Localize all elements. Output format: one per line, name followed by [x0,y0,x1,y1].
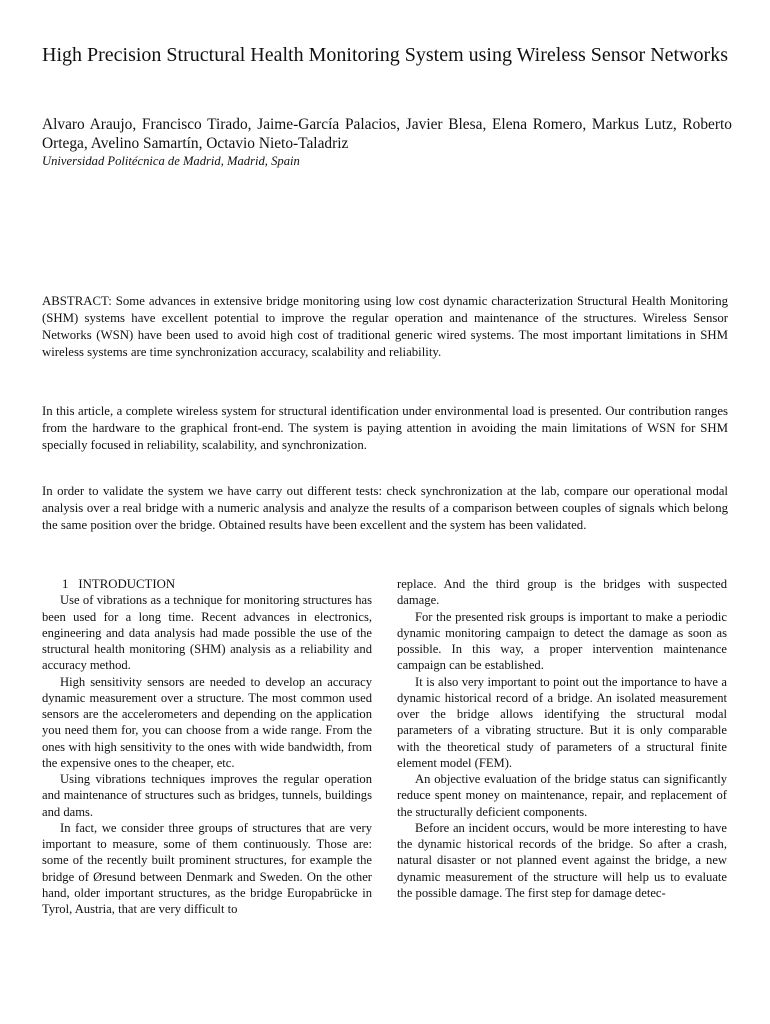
body-paragraph: Before an incident occurs, would be more interesting to have the dynamic historical records of the bridge. So after a crash, natural disaster or not planned event against the bridge, a new dynamic measurement of the structure will help us to evaluate the possible damage. The first step for damage detec- [397,820,727,900]
abstract-paragraph: In this article, a complete wireless system for structural identification under environmental load is presented. Our contribution ranges from the hardware to the graphical front-end. The system is paying attention in avoiding the main limitations of WSN for SHM specially focused in reliability, scalability, and synchronization. [42,404,728,452]
body-paragraph: Using vibrations techniques improves the regular operation and maintenance of structures such as bridges, tunnels, buildings and dams. [42,772,372,819]
body-paragraph: For the presented risk groups is important to make a periodic dynamic monitoring campaign to detect the damage as soon as possible. In this way, a proper intervention maintenance campaign can be established. [397,609,727,673]
body-column-right [397,576,727,901]
body-paragraph: In fact, we consider three groups of structures that are very important to measure, some of them continuously. Those are: some of the recently built prominent structures, for example the bridge of Øresund between Denmark and Sweden. On the other hand, older important structures, as the bridge Europabrücke in Tyrol, Austria, that are very difficult to [42,820,372,916]
body-paragraph: It is also very important to point out the importance to have a dynamic historical record of a bridge. An isolated measurement over the bridge allows identifying the structural modal parameters of a vibrating structure. But it is only comparable with the theoretical study of parameters of a structural finite element model (FEM). [397,674,727,770]
body-paragraph: Use of vibrations as a technique for monitoring structures has been used for a long time. Recent advances in electronics, engineering and data analysis had made possible the use of the structural health monitoring (SHM) analysis as a reliability and accuracy method. [42,593,372,673]
body-paragraph: An objective evaluation of the bridge status can significantly reduce spent money on maintenance, repair, and replacement of the structurally deficient components. [397,772,727,819]
author-list: Alvaro Araujo, Francisco Tirado, Jaime-García Palacios, Javier Blesa, Elena Romero, Markus Lutz, Roberto Ortega, Avelino Samartín, Octavio Nieto-Taladriz [42,116,732,152]
section-title: INTRODUCTION [78,577,176,591]
abstract-paragraph: In order to validate the system we have carry out different tests: check synchronization at the lab, compare our operational modal analysis over a real bridge with a numeric analysis and analyze the results of a comparison between couples of signals which belong the same position over the bridge. Obtained results have been excellent and the system has been validated. [42,484,728,532]
section-number: 1 [62,577,69,591]
affiliation: Universidad Politécnica de Madrid, Madrid, Spain [42,154,300,168]
body-paragraph-continued: replace. And the third group is the bridges with suspected damage. [397,577,727,608]
body-column-left [42,576,372,917]
paper-title: High Precision Structural Health Monitoring System using Wireless Sensor Networks [42,44,728,66]
section-heading [42,576,372,592]
body-paragraph: High sensitivity sensors are needed to develop an accuracy dynamic measurement over a structure. The most common used sensors are the accelerometers and depending on the application you need them for, you can choose from a wide range. From the ones with high sensitivity to the ones with wide bandwidth, from the expensive ones to the cheaper, etc. [42,674,372,770]
abstract-paragraph: ABSTRACT: Some advances in extensive bridge monitoring using low cost dynamic characterization Structural Health Monitoring (SHM) systems have excellent potential to improve the regular operation and maintenance of the structures. Wireless Sensor Networks (WSN) have been used to avoid high cost of traditional generic wired systems. The most important limitations in SHM wireless systems are time synchronization accuracy, scalability and reliability. [42,294,728,359]
